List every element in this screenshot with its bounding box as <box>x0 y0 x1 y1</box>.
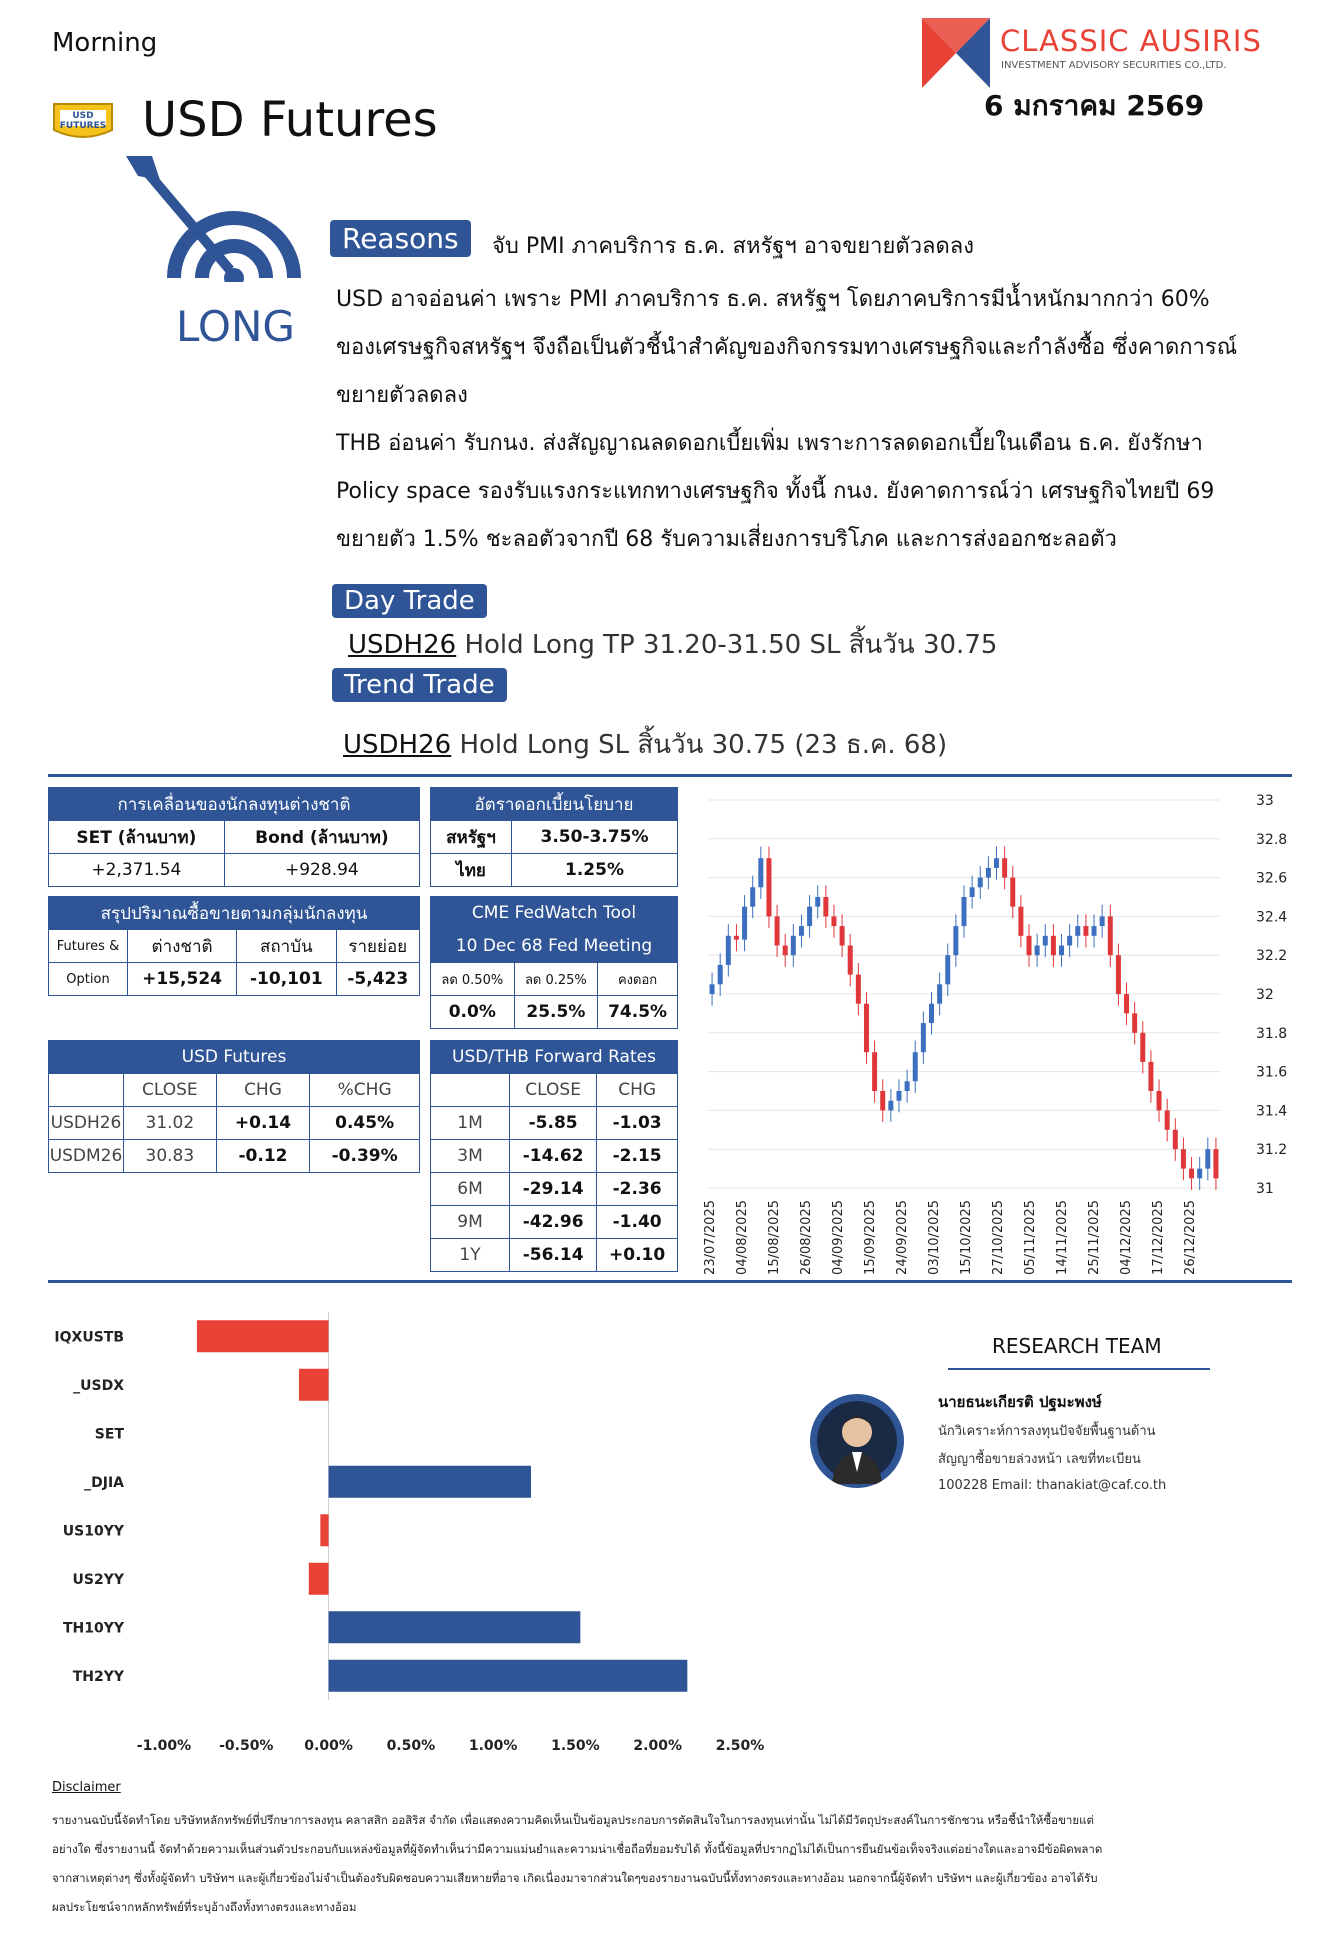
analyst-contact: 100228 Email: thanakiat@caf.co.th <box>938 1478 1167 1493</box>
x-tick-label: 2.50% <box>715 1738 765 1754</box>
fedwatch-col: ลด 0.50% <box>431 963 515 996</box>
candle-body <box>864 1004 869 1052</box>
disclaimer-line: จากสาเหตุต่างๆ ซึ่งทั้งผู้จัดทำ บริษัทฯ และผู้เกี่ยวข้องไม่จำเป็นต้องรับผิดชอบความเสียหายที่อาจ เกิดเนื่องมาจากส่วนใดๆของรายงานฉบับนี้ทั้งทางตรงและทางอ้อม นอกจากนี้ผู้จัดทำ บริษัทฯ และผู้เกี่ยวข้อง อาจได้รับ <box>52 1871 1098 1885</box>
foreign-flow-title: การเคลื่อนของนักลงทุนต่างชาติ <box>49 788 420 821</box>
candle-body <box>831 916 836 926</box>
reason-line: THB อ่อนค่า รับกนง. ส่งสัญญาณลดดอกเบี้ยเพิ่ม เพราะการลดดอกเบี้ยในเดือน ธ.ค. ยังรักษา <box>336 431 1203 456</box>
candle-body <box>1173 1130 1178 1149</box>
reason-line: ของเศรษฐกิจสหรัฐฯ จึงถือเป็นตัวชี้นำสำคัญของกิจกรรมทางเศรษฐกิจและกำลังซื้อ ซึ่งคาดการณ์ <box>336 335 1238 360</box>
candle-body <box>945 955 950 984</box>
candle-body <box>1083 926 1088 936</box>
x-tick-label: 0.50% <box>386 1738 436 1754</box>
usd-futures-table <box>48 1040 420 1173</box>
foreign-flow-value: +928.94 <box>224 854 419 887</box>
y-tick-label: 32.6 <box>1256 870 1288 887</box>
candle-body <box>896 1091 901 1101</box>
fedwatch-title: CME FedWatch Tool <box>431 897 678 930</box>
investor-col: สถาบัน <box>237 930 336 963</box>
reasons-label: Reasons <box>330 220 471 257</box>
bar <box>329 1466 531 1498</box>
policy-rate-value: 3.50-3.75% <box>512 821 678 854</box>
reason-line: USD อาจอ่อนค่า เพราะ PMI ภาคบริการ ธ.ค. สหรัฐฯ โดยภาคบริการมีน้ำหนักมากกว่า 60% <box>336 287 1210 312</box>
candle-body <box>994 858 999 868</box>
day-trade-line <box>348 624 997 665</box>
day-trade-symbol: USDH26 <box>348 630 457 660</box>
x-tick-label: 03/10/2025 <box>927 1200 942 1275</box>
fedwatch-value: 25.5% <box>514 996 598 1029</box>
candle-body <box>758 858 763 887</box>
analyst-role-2: สัญญาซื้อขายล่วงหน้า เลขที่ทะเบียน <box>938 1452 1141 1467</box>
session-label: Morning <box>52 28 158 58</box>
x-tick-label: 04/08/2025 <box>735 1200 750 1275</box>
x-tick-label: 25/11/2025 <box>1087 1200 1102 1275</box>
investor-col: รายย่อย <box>336 930 419 963</box>
bar-category-label: TH10YY <box>62 1620 124 1637</box>
x-tick-label: -1.00% <box>136 1738 192 1754</box>
candle-body <box>970 887 975 897</box>
day-trade-label: Day Trade <box>332 584 487 618</box>
usd-futures-symbol: USDH26 <box>49 1107 124 1140</box>
candle-body <box>1059 946 1064 956</box>
usd-futures-logo: USD FUTURES <box>50 100 116 144</box>
usd-futures-col: %CHG <box>310 1074 420 1107</box>
bar <box>329 1660 688 1692</box>
x-tick-label: 27/10/2025 <box>991 1200 1006 1275</box>
candle-body <box>1092 926 1097 936</box>
analyst-name: นายธนะเกียรติ ปฐมะพงษ์ <box>938 1393 1102 1411</box>
y-tick-label: 31.4 <box>1256 1103 1288 1120</box>
forward-chg: -1.03 <box>597 1107 678 1140</box>
forward-tenor: 1M <box>431 1107 510 1140</box>
bar <box>329 1611 581 1643</box>
usd-futures-col: CLOSE <box>124 1074 217 1107</box>
candle-body <box>1205 1149 1210 1168</box>
candle-body <box>880 1091 885 1110</box>
y-tick-label: 33 <box>1256 793 1274 809</box>
research-title-underline <box>948 1368 1210 1370</box>
forward-col: CLOSE <box>510 1074 597 1107</box>
candle-body <box>872 1052 877 1091</box>
forward-close: -42.96 <box>510 1206 597 1239</box>
candle-body <box>937 984 942 1003</box>
candle-body <box>1018 907 1023 936</box>
candle-body <box>929 1004 934 1023</box>
reasons-body <box>336 276 1316 564</box>
policy-rate-country: สหรัฐฯ <box>431 821 512 854</box>
policy-rate-title: อัตราดอกเบี้ยนโยบาย <box>431 788 678 821</box>
disclaimer-line: รายงานฉบับนี้จัดทำโดย บริษัทหลักทรัพย์ที่ปรึกษาการลงทุน คลาสสิก ออสิริส จำกัด เพื่อแสดงความคิดเห็นเป็นข้อมูลประกอบการตัดสินใจในการลงทุนเท่านั้น ไม่ได้มีวัตถุประสงค์ในการชักชวน หรือชี้นำให้ซื้อขายแต่ <box>52 1813 1095 1827</box>
usd-futures-close: 31.02 <box>124 1107 217 1140</box>
x-tick-label: 04/09/2025 <box>831 1200 846 1275</box>
candle-body <box>1132 1013 1137 1032</box>
fedwatch-value: 0.0% <box>431 996 515 1029</box>
investor-value: +15,524 <box>128 963 237 996</box>
candle-body <box>986 868 991 878</box>
bar-category-label: _USDX <box>73 1377 124 1394</box>
analyst-avatar <box>810 1394 904 1488</box>
y-tick-label: 32 <box>1256 987 1274 1003</box>
candle-body <box>840 926 845 945</box>
candle-body <box>1051 936 1056 955</box>
reasons-headline: จับ PMI ภาคบริการ ธ.ค. สหรัฐฯ อาจขยายตัวลดลง <box>492 234 975 259</box>
trend-trade-text: Hold Long SL สิ้นวัน 30.75 (23 ธ.ค. 68) <box>451 730 948 760</box>
y-tick-label: 31 <box>1256 1181 1274 1197</box>
x-tick-label: 23/07/2025 <box>703 1200 718 1275</box>
y-tick-label: 32.2 <box>1256 948 1288 965</box>
bar-category-label: TH2YY <box>72 1668 124 1685</box>
candle-body <box>1035 946 1040 956</box>
usd-futures-chg: +0.14 <box>216 1107 310 1140</box>
usd-futures-candlestick-chart <box>700 780 1320 1280</box>
candle-body <box>888 1101 893 1111</box>
forward-chg: -2.36 <box>597 1173 678 1206</box>
candle-body <box>815 897 820 907</box>
candle-body <box>726 936 731 965</box>
bar <box>299 1369 329 1401</box>
bar-category-label: US2YY <box>72 1571 124 1588</box>
investor-value: -5,423 <box>336 963 419 996</box>
candle-body <box>710 984 715 994</box>
brand-name: CLASSIC AUSIRIS <box>1000 24 1262 58</box>
usd-futures-symbol: USDM26 <box>49 1140 124 1173</box>
candle-body <box>799 926 804 936</box>
usd-futures-blank <box>49 1074 124 1107</box>
investor-value: -10,101 <box>237 963 336 996</box>
foreign-flow-col: Bond (ล้านบาท) <box>224 821 419 854</box>
policy-rate-country: ไทย <box>431 854 512 887</box>
forward-tenor: 1Y <box>431 1239 510 1272</box>
candle-body <box>1140 1033 1145 1062</box>
candle-body <box>978 878 983 888</box>
fedwatch-value: 74.5% <box>598 996 678 1029</box>
candle-body <box>718 965 723 984</box>
report-date: 6 มกราคม 2569 <box>984 89 1205 122</box>
research-title: RESEARCH TEAM <box>992 1334 1162 1358</box>
disclaimer-line: ผลประโยชน์จากหลักทรัพย์ที่ระบุอ้างถึงทั้งทางตรงและทางอ้อม <box>52 1900 357 1914</box>
fedwatch-col: ลด 0.25% <box>514 963 598 996</box>
policy-rate-value: 1.25% <box>512 854 678 887</box>
candle-body <box>1108 916 1113 955</box>
usd-futures-table-title: USD Futures <box>49 1041 420 1074</box>
fedwatch-col: คงดอก <box>598 963 678 996</box>
target-icon <box>124 152 310 282</box>
candle-body <box>1010 878 1015 907</box>
candle-body <box>1189 1169 1194 1179</box>
candle-body <box>1002 858 1007 877</box>
candle-body <box>856 975 861 1004</box>
y-tick-label: 32.4 <box>1256 909 1288 926</box>
foreign-flow-col: SET (ล้านบาท) <box>49 821 225 854</box>
candle-body <box>766 858 771 916</box>
brand-subtitle: INVESTMENT ADVISORY SECURITIES CO.,LTD. <box>1001 60 1227 71</box>
fedwatch-table <box>430 896 678 1029</box>
bar-category-label: US10YY <box>62 1523 124 1540</box>
candle-body <box>807 907 812 926</box>
usd-futures-chg: -0.12 <box>216 1140 310 1173</box>
candle-body <box>962 897 967 926</box>
candle-body <box>1213 1149 1218 1178</box>
fedwatch-subtitle: 10 Dec 68 Fed Meeting <box>431 930 678 963</box>
candle-body <box>791 936 796 955</box>
candle-body <box>1027 936 1032 955</box>
x-tick-label: 1.00% <box>468 1738 518 1754</box>
candle-body <box>1157 1091 1162 1110</box>
analyst-role-1: นักวิเคราะห์การลงทุนปัจจัยพื้นฐานด้าน <box>938 1424 1156 1439</box>
y-tick-label: 31.8 <box>1256 1025 1288 1042</box>
brand-logo <box>922 18 990 88</box>
trend-trade-label: Trend Trade <box>332 668 507 702</box>
forward-tenor: 3M <box>431 1140 510 1173</box>
x-tick-label: 26/12/2025 <box>1183 1200 1198 1275</box>
x-tick-label: 15/09/2025 <box>863 1200 878 1275</box>
page-title: USD Futures <box>142 92 438 148</box>
day-trade-text: Hold Long TP 31.20-31.50 SL สิ้นวัน 30.75 <box>456 630 998 660</box>
policy-rate-table <box>430 787 678 887</box>
market-change-bar-chart <box>40 1300 800 1760</box>
investor-group-title: สรุปปริมาณซื้อขายตามกลุ่มนักลงทุน <box>49 897 420 930</box>
bar <box>309 1563 329 1595</box>
forward-col: CHG <box>597 1074 678 1107</box>
candle-body <box>734 936 739 940</box>
y-tick-label: 31.2 <box>1256 1142 1288 1159</box>
candle-body <box>823 897 828 916</box>
bar-category-label: IQXUSTB <box>54 1329 124 1346</box>
candle-body <box>905 1081 910 1091</box>
x-tick-label: -0.50% <box>219 1738 274 1754</box>
candle-body <box>750 887 755 906</box>
x-tick-label: 14/11/2025 <box>1055 1200 1070 1275</box>
usd-futures-pchg: -0.39% <box>310 1140 420 1173</box>
trend-trade-line <box>343 724 947 765</box>
candle-body <box>783 946 788 956</box>
divider-mid <box>48 1280 1292 1283</box>
bar <box>320 1514 328 1546</box>
candle-body <box>1043 936 1048 946</box>
reason-line: ขยายตัว 1.5% ชะลอตัวจากปี 68 รับความเสี่ยงการบริโภค และการส่งออกชะลอตัว <box>336 527 1117 552</box>
x-tick-label: 24/09/2025 <box>895 1200 910 1275</box>
divider-top <box>48 774 1292 777</box>
candle-body <box>1116 955 1121 994</box>
disclaimer-body <box>52 1806 1292 1922</box>
candle-body <box>1067 936 1072 946</box>
x-tick-label: 1.50% <box>551 1738 600 1754</box>
candle-body <box>1148 1062 1153 1091</box>
candle-body <box>913 1052 918 1081</box>
forward-blank <box>431 1074 510 1107</box>
x-tick-label: 0.00% <box>304 1738 353 1754</box>
reason-line: Policy space รองรับแรงกระแทกทางเศรษฐกิจ ทั้งนี้ กนง. ยังคาดการณ์ว่า เศรษฐกิจไทยปี 69 <box>336 479 1215 504</box>
investor-row-label: Option <box>49 963 128 996</box>
forward-close: -29.14 <box>510 1173 597 1206</box>
candle-body <box>848 946 853 975</box>
disclaimer-title: Disclaimer <box>52 1780 121 1795</box>
trend-trade-symbol: USDH26 <box>343 730 452 760</box>
forward-chg: +0.10 <box>597 1239 678 1272</box>
candle-body <box>1075 926 1080 936</box>
bar-category-label: _DJIA <box>84 1474 124 1491</box>
forward-close: -14.62 <box>510 1140 597 1173</box>
x-tick-label: 2.00% <box>633 1738 683 1754</box>
forward-close: -56.14 <box>510 1239 597 1272</box>
reason-line: ขยายตัวลดลง <box>336 383 468 408</box>
usd-futures-pchg: 0.45% <box>310 1107 420 1140</box>
forward-chg: -1.40 <box>597 1206 678 1239</box>
investor-row-label: Futures & <box>49 930 128 963</box>
x-tick-label: 26/08/2025 <box>799 1200 814 1275</box>
forward-rates-title: USD/THB Forward Rates <box>431 1041 678 1074</box>
forward-tenor: 9M <box>431 1206 510 1239</box>
candle-body <box>953 926 958 955</box>
bar-category-label: SET <box>94 1426 124 1443</box>
candle-body <box>742 907 747 940</box>
x-tick-label: 05/11/2025 <box>1023 1200 1038 1275</box>
candle-body <box>921 1023 926 1052</box>
candle-body <box>1124 994 1129 1013</box>
foreign-flow-table <box>48 787 420 887</box>
investor-col: ต่างชาติ <box>128 930 237 963</box>
disclaimer-line: อย่างใด ซึ่งรายงานนี้ จัดทำด้วยความเห็นส่วนตัวประกอบกับแหล่งข้อมูลที่ผู้จัดทำเห็นว่ามีความแม่นยำและความน่าเชื่อถือที่ยอมรับได้ ทั้งนี้ข้อมูลที่ปรากฏไม่ได้เป็นการยืนยันข้อเท็จจริงแต่อย่างใดและอาจมีข้อผิดพลาด <box>52 1842 1103 1856</box>
forward-tenor: 6M <box>431 1173 510 1206</box>
candle-body <box>1165 1110 1170 1129</box>
y-tick-label: 31.6 <box>1256 1064 1288 1081</box>
foreign-flow-value: +2,371.54 <box>49 854 225 887</box>
usd-futures-close: 30.83 <box>124 1140 217 1173</box>
x-tick-label: 17/12/2025 <box>1151 1200 1166 1275</box>
candle-body <box>775 916 780 945</box>
candle-body <box>1100 916 1105 926</box>
forward-close: -5.85 <box>510 1107 597 1140</box>
signal-label: LONG <box>176 302 295 351</box>
x-tick-label: 15/10/2025 <box>959 1200 974 1275</box>
x-tick-label: 04/12/2025 <box>1119 1200 1134 1275</box>
candle-body <box>1197 1169 1202 1179</box>
investor-group-table <box>48 896 420 996</box>
y-tick-label: 32.8 <box>1256 831 1288 848</box>
usd-futures-col: CHG <box>216 1074 310 1107</box>
x-tick-label: 15/08/2025 <box>767 1200 782 1275</box>
candle-body <box>1181 1149 1186 1168</box>
forward-chg: -2.15 <box>597 1140 678 1173</box>
forward-rates-table <box>430 1040 678 1272</box>
bar <box>197 1320 329 1352</box>
